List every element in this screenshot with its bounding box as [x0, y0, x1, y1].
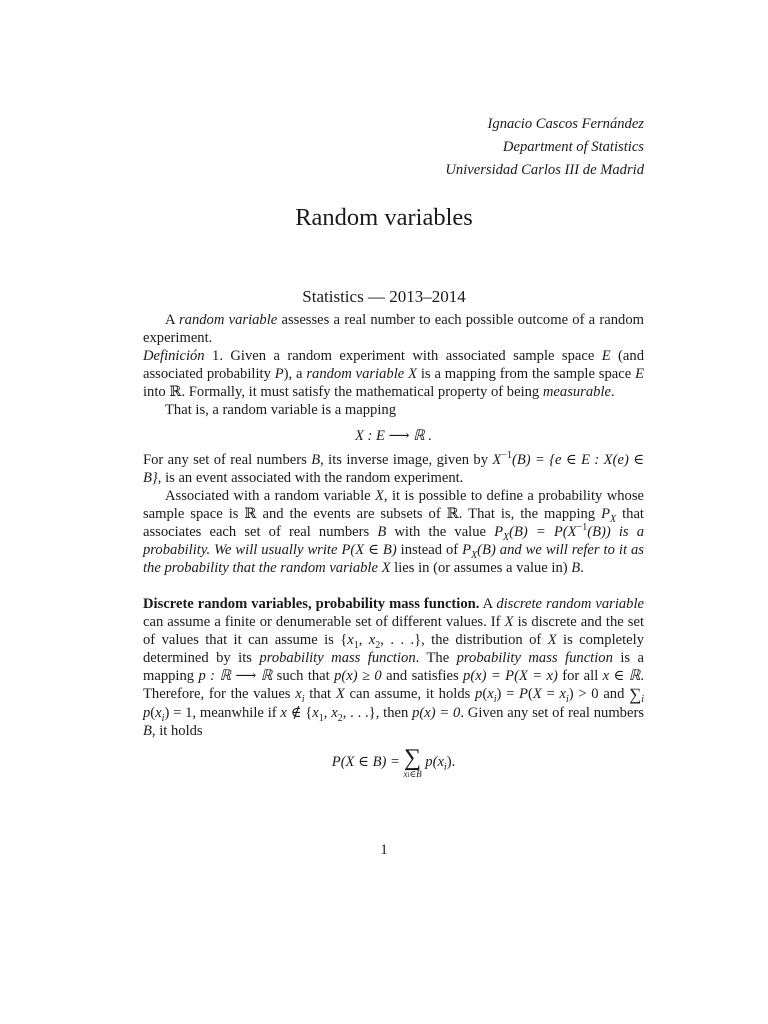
sum-formula: P(X ∈ B) = ∑ xi∈B $p(x_i)$.: [331, 745, 456, 779]
summation: ∑ xi∈B: [403, 745, 422, 779]
mapping-formula: X : E ⟶ ℝ .: [354, 428, 433, 444]
author-university: Universidad Carlos III de Madrid: [445, 162, 644, 178]
section-heading: Discrete random variables, probability mass function.: [143, 596, 480, 612]
author-name: Ignacio Cascos Fernández: [487, 116, 644, 132]
document-subtitle: Statistics — 2013–2014: [302, 287, 466, 306]
discrete-section: Discrete random variables, probability mass function. A discrete random variable can assume a finite or denumerable set of different values. If X is discrete and the set of values that it can assume is {$x_1$, $x_2$, . . .}, the distribution of X is completely determined by its probability mass function. The probability mass function is a mapping p : ℝ ⟶ ℝ such that p(x) ≥ 0 and satisfies p(x) = P(X = x) for all x ∈ ℝ. Therefore, for the values $x_i$ that X can assume, it holds $p(x_i) = P(X = x_i) > 0$ and $\sum_i$ $p(x_i) = 1$, meanwhile if x ∉ {$x_1$, $x_2$, . . .}, then p(x) = 0. Given any set of real numbers B, it holds: [143, 596, 645, 739]
mapping-intro: That is, a random variable is a mapping: [165, 402, 396, 418]
author-block: [445, 113, 644, 182]
definition-paragraph: Definición 1. Given a random experiment with associated sample space E (and associated probability P), a random variable X is a mapping from the sample space E into ℝ. Formally, it must satisfy the mathematical property of being measurable.: [143, 348, 644, 400]
probability-paragraph: Associated with a random variable X, it is possible to define a probability whose sample space is ℝ and the events are subsets of ℝ. That is, the mapping $P_X$ that associates each set of real numbers B with the value $P_X(B) = P(X^{-1}(B))$ is a probability. We will usually write P(X ∈ B) instead of $P_X(B)$ and we will refer to it as the probability that the random variable X lies in (or assumes a value in) B.: [143, 488, 645, 576]
body-text: [143, 311, 644, 785]
page-number: 1: [380, 842, 388, 858]
inverse-image-paragraph: For any set of real numbers B, its inverse image, given by $X^{-1}(B) = \{e$ ∈ E : X(e) ∈ B}, is an event associated with the random experiment.: [143, 450, 644, 486]
intro-paragraph: A random variable assesses a real number to each possible outcome of a random experiment.: [143, 312, 644, 346]
document-title: Random variables: [295, 204, 473, 231]
author-department: Department of Statistics: [502, 139, 644, 155]
